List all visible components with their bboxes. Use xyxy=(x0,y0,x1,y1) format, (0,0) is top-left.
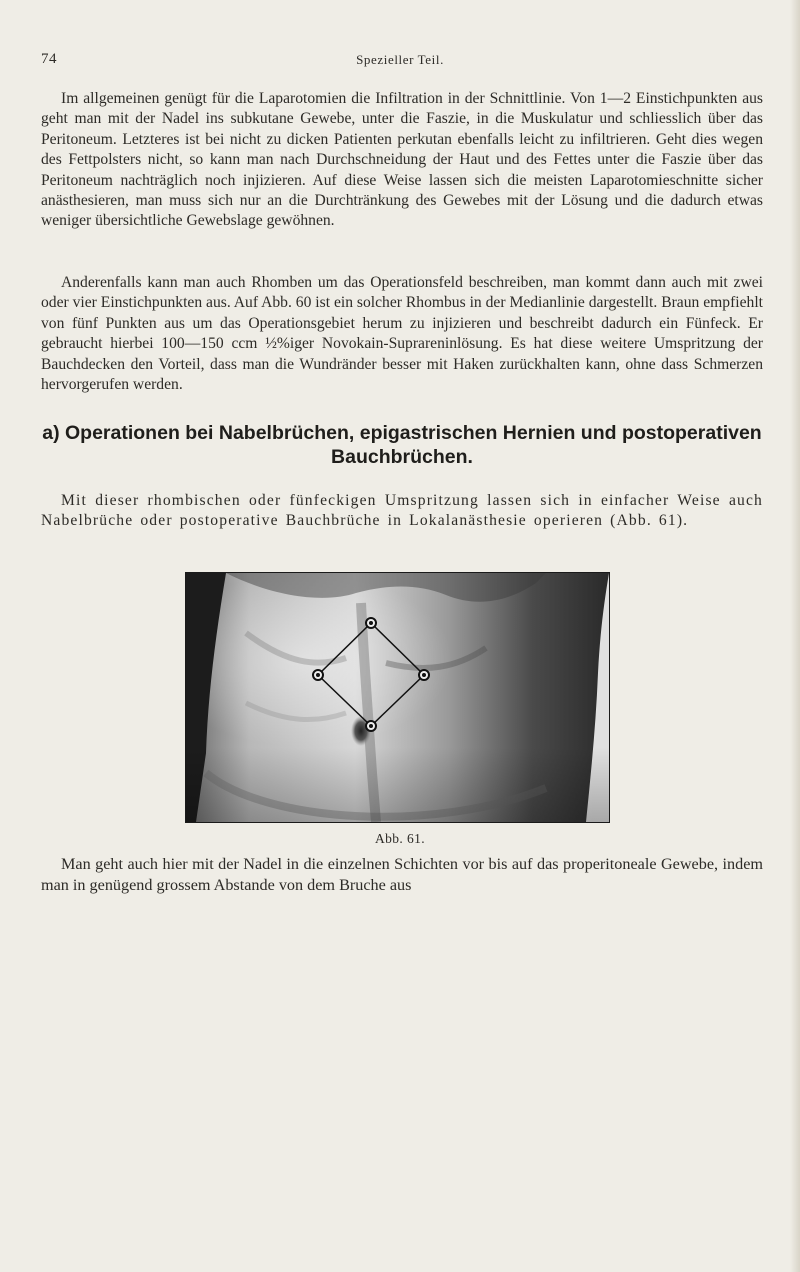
figure-abdomen-photo xyxy=(185,572,610,823)
running-title: Spezieller Teil. xyxy=(356,52,444,67)
paragraph-laparotomy-infiltration: Im allgemeinen genügt für die Laparotomien die Infiltration in der Schnittlinie. Von 1—2 Einstichpunkten aus geht man mit der Nadel ins subkutane Gewebe, unter die Faszie, in die Muskulatur und schliesslich über das Peritoneum. Letzteres ist bei nicht zu dicken Patienten perkutan ebenfalls leicht zu infiltrieren. Geht dies wegen des Fettpolsters nicht, so kann man nach Durchschneidung der Haut und des Fettes unter die Faszie über das Peritoneum nachträglich noch injizieren. Auf diese Weise lassen sich die meisten Laparotomieschnitte sicher anästhesieren, man muss sich nur an die Durchtränkung des Gewebes mit der Lösung und die dadurch etwas weniger übersichtliche Gewebslage gewöhnen. xyxy=(41,90,763,230)
section-heading: a) Operationen bei Nabelbrüchen, epigastrischen Hernien und postoperativen Bauchbrüchen. xyxy=(42,422,762,468)
figure-caption: Abb. 61. xyxy=(374,831,426,846)
abdomen-photograph xyxy=(186,573,609,822)
closing-paragraph: Man geht auch hier mit der Nadel in die einzelnen Schichten vor bis auf das properitoneale Gewebe, indem man in genügend grossem Abstande von dem Bruche aus xyxy=(41,855,763,894)
page-edge-shadow xyxy=(790,0,800,1272)
paragraph-rhombus-method: Anderenfalls kann man auch Rhomben um das Operationsfeld beschreiben, man kommt dann auch mit zwei oder vier Einstichpunkten aus. Auf Abb. 60 ist ein solcher Rhombus in der Medianlinie dargestellt. Braun empfiehlt von fünf Punkten aus um das Operationsgebiet herum zu injizieren und beschreibt dadurch ein Fünfeck. Er gebraucht hierbei 100—150 ccm ½%iger Novokain-Suprareninlösung. Es hat diese weitere Umspritzung der Bauchdecken den Vorteil, dass man die Wundränder besser mit Haken zurückhalten kann, ohne dass Schmerzen hervorgerufen werden. xyxy=(41,274,763,394)
page-number: 74 xyxy=(41,51,57,67)
section-intro-paragraph: Mit dieser rhombischen oder fünfeckigen Umspritzung lassen sich in einfacher Weise auch Nabelbrüche oder postoperative Bauchbrüche in Lokalanästhesie operieren (Abb. 61). xyxy=(41,492,763,530)
